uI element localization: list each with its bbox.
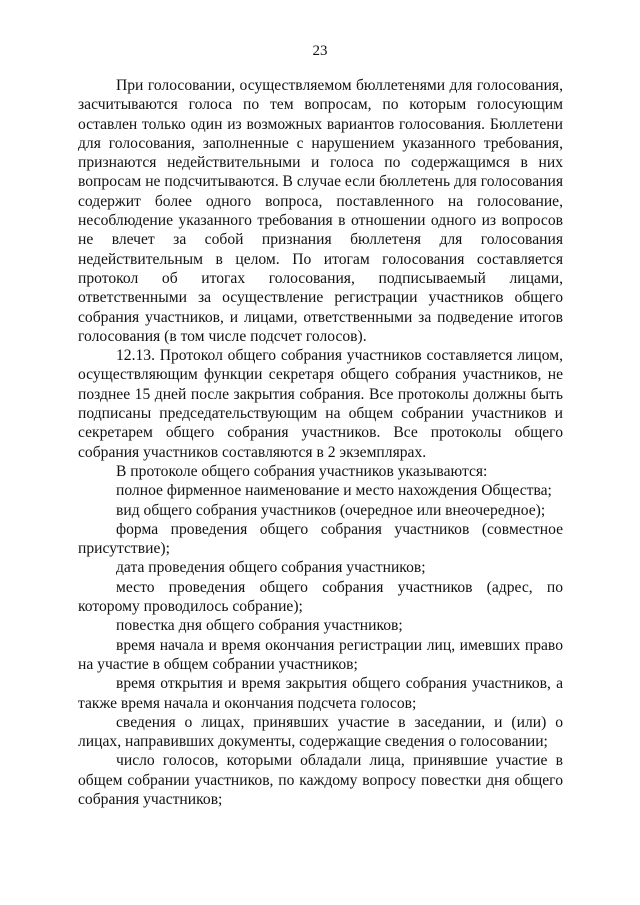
paragraph-12-13: 12.13. Протокол общего собрания участников составляется лицом, осуществляющим функции секретаря общего собрания участников, не позднее 15 дней после закрытия собрания. Все протоколы должны быть подписаны председательствующим на общем собрании участников и секретарем общего собрания участников. Все протоколы общего собрания участников составляются в 2 экземплярах.: [78, 347, 563, 461]
document-body: [78, 76, 563, 809]
list-item-registration-time: время начала и время окончания регистрации лиц, имевших право на участие в общем собрании участников;: [78, 636, 563, 673]
list-item-company-name: полное фирменное наименование и место нахождения Общества;: [116, 482, 552, 500]
list-item-meeting-date: дата проведения общего собрания участников;: [116, 559, 426, 577]
paragraph-protocol-contents-intro: В протоколе общего собрания участников указываются:: [116, 462, 488, 480]
list-item-agenda: повестка дня общего собрания участников;: [116, 617, 403, 635]
list-item-meeting-type: вид общего собрания участников (очередное или внеочередное);: [116, 501, 546, 519]
paragraph-voting-ballots: При голосовании, осуществляемом бюллетенями для голосования, засчитываются голоса по тем вопросам, по которым голосующим оставлен только один из возможных вариантов голосования. Бюллетени для голосования, заполненные с нарушением указанного требования, признаются недействительными и голоса по содержащимся в них вопросам не подсчитываются. В случае если бюллетень для голосования содержит более одного вопроса, поставленного на голосование, несоблюдение указанного требования в отношении одного из вопросов не влечет за собой признания бюллетеня для голосования недействительным в целом. По итогам голосования составляется протокол об итогах голосования, подписываемый лицами, ответственными за осуществление регистрации участников общего собрания участников, и лицами, ответственными за подведение итогов голосования (в том числе подсчет голосов).: [78, 77, 563, 345]
list-item-votes-count: число голосов, которыми обладали лица, принявшие участие в общем собрании участников, по каждому вопросу повестки дня общего собрания участников;: [78, 752, 563, 808]
list-item-participants-info: сведения о лицах, принявших участие в заседании, и (или) о лицах, направивших документы, содержащие сведения о голосовании;: [78, 713, 563, 751]
page-number: 23: [312, 43, 328, 59]
list-item-opening-closing-time: время открытия и время закрытия общего собрания участников, а также время начала и окончания подсчета голосов;: [78, 675, 563, 712]
list-item-meeting-place: место проведения общего собрания участников (адрес, по которому проводилось собрание);: [78, 578, 563, 616]
list-item-meeting-form: форма проведения общего собрания участников (совместное присутствие);: [78, 520, 563, 558]
